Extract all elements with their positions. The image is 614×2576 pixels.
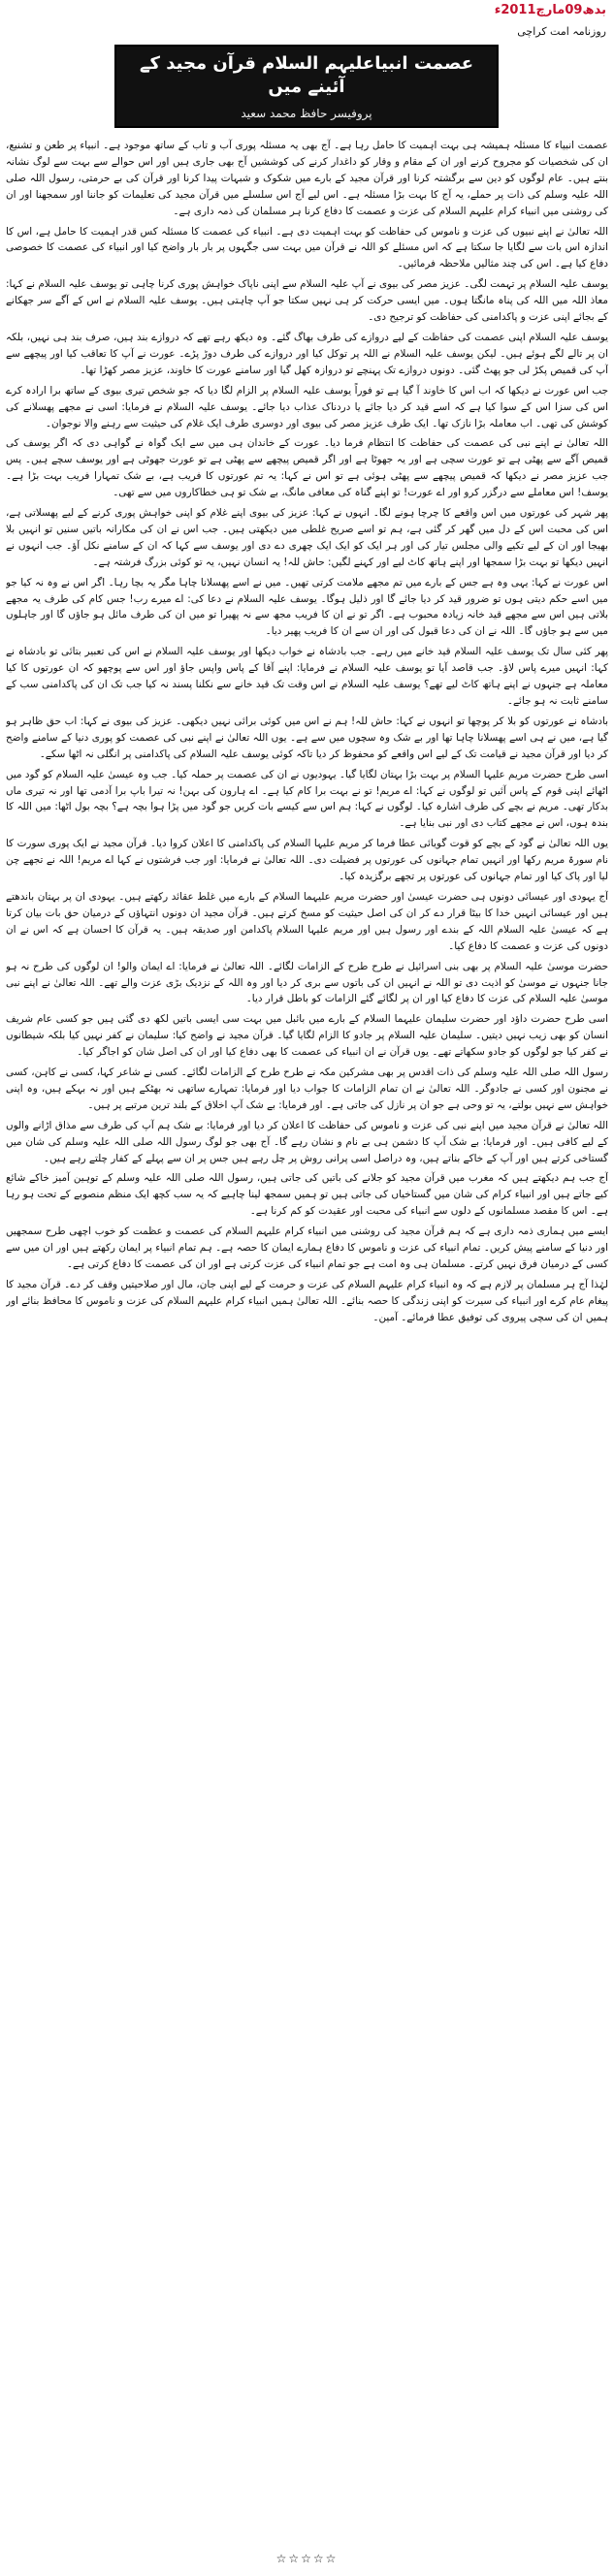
article-paragraph: اللہ تعالیٰ نے اپنے نبیوں کی عزت و ناموس کی حفاظت کو بہت اہمیت دی ہے۔ انبیاء کی عصمت کا مسئلہ کس قدر اہمیت کا حامل ہے، اس کا اندازہ اس بات سے لگایا جا سکتا ہے کہ اس مسئلے کو اللہ نے قرآن میں بہت سی جگہوں پر بار بار واضح کیا اور انبیاء کی عصمت کا خصوصی دفاع کیا ہے۔ اس کی چند مثالیں ملاحظہ فرمائیں۔ xyxy=(6,225,608,270)
article-paragraph: آج یہودی اور عیسائی دونوں ہی حضرت عیسیٰ اور حضرت مریم علیہما السلام کے بارے میں غلط عقائد رکھتے ہیں۔ یہودی ان پر بہتان باندھتے ہیں اور عیسائی انہیں خدا کا بیٹا قرار دے کر ان کی اصل حیثیت کو مسخ کرتے ہیں۔ قرآن مجید ان دونوں انتہاؤں کے درمیان حق بات بیان کرتا ہے کہ عیسیٰ علیہ السلام اللہ کے بندے اور رسول ہیں اور مریم علیہا السلام پاکدامن اور صدیقہ ہیں۔ یہ قرآن کا احسان ہے کہ اس نے ان دونوں کی عزت و عصمت کا دفاع کیا۔ xyxy=(6,890,608,952)
article-paragraph: عصمت انبیاء کا مسئلہ ہمیشہ ہی بہت اہمیت کا حامل رہا ہے۔ آج بھی یہ مسئلہ پوری آب و تاب کے ساتھ موجود ہے۔ انبیاء پر طعن و تشنیع، ان کی شخصیات کو مجروح کرنے اور ان کے مقام و وقار کو داغدار کرنے کی کوششیں آج بھی جاری ہیں اور اس حوالے سے بہت سے لوگ نشانہ بنتے ہیں۔ عام لوگوں کو دین سے برگشتہ کرنا اور قرآن مجید کے بارے میں شکوک و شبہات پیدا کرنا اور قرآن کی بے حرمتی، رسول اللہ صلی اللہ علیہ وسلم کی ذات پر حملے، یہ آج کا بہت بڑا مسئلہ ہے۔ اس لیے آج اس سلسلے میں قرآن مجید کی تعلیمات کو جاننا اور سمجھنا اور ان کی روشنی میں انبیاء کرام علیہم السلام کی عزت و عصمت کا دفاع کرنا ہر مسلمان کی ذمہ داری ہے۔ xyxy=(6,140,608,217)
article-paragraph: اس عورت نے کہا: یہی وہ ہے جس کے بارے میں تم مجھے ملامت کرتی تھیں۔ میں نے اسے پھسلانا چاہا مگر یہ بچا رہا۔ اگر اس نے وہ نہ کیا جو میں اسے حکم دیتی ہوں تو ضرور قید کر دیا جائے گا اور ذلیل ہوگا۔ یوسف علیہ السلام نے دعا کی: اے میرے رب! جس کام کی طرف یہ مجھے بلاتی ہیں اس سے مجھے قید خانہ زیادہ محبوب ہے۔ اگر تو نے ان کا فریب مجھ سے نہ پھیرا تو میں ان کی طرف مائل ہو جاؤں گا اور جاہلوں میں سے ہو جاؤں گا۔ اللہ نے ان کی دعا قبول کی اور ان سے ان کا فریب پھیر دیا۔ xyxy=(6,576,608,638)
article-title: عصمت انبیاعلیہم السلام قرآن مجید کے آئینے میں xyxy=(139,53,474,97)
article-paragraph: ایسے میں ہماری ذمہ داری ہے کہ ہم قرآن مجید کی روشنی میں انبیاء کرام علیہم السلام کی عصمت و عظمت کو خوب اچھی طرح سمجھیں اور دنیا کے سامنے پیش کریں۔ تمام انبیاء کی عزت و ناموس کا دفاع ہمارے ایمان کا حصہ ہے۔ ہم تمام انبیاء پر ایمان رکھتے ہیں اور ان میں سے کسی کے درمیان فرق نہیں کرتے۔ مسلمان ہی وہ امت ہے جو تمام انبیاء کی عزت کرتی ہے اور ان کی عصمت کا دفاع کرتی ہے۔ xyxy=(6,1225,608,1270)
article-author: پروفیسر حافظ محمد سعید xyxy=(241,107,372,120)
article-paragraph: جب اس عورت نے دیکھا کہ اب اس کا خاوند آ گیا ہے تو فوراً یوسف علیہ السلام پر الزام لگا دیا کہ جو شخص تیری بیوی کے ساتھ برا ارادہ کرے اس کی سزا اس کے سوا کیا ہے کہ اسے قید کر دیا جائے یا دردناک عذاب دیا جائے۔ یوسف علیہ السلام نے فرمایا: اسی نے مجھے پھسلانے کی کوشش کی تھی۔ اب معاملہ بڑا نازک تھا۔ ایک طرف عزیز مصر کی بیوی اور دوسری طرف ایک غلام کی حیثیت سے رہنے والا نوجوان۔ xyxy=(6,384,608,429)
article-paragraph: یوسف علیہ السلام اپنی عصمت کی حفاظت کے لیے دروازے کی طرف بھاگ گئے۔ وہ دیکھ رہے تھے کہ دروازے بند ہیں، صرف بند ہی نہیں، بلکہ ان پر تالے لگے ہوئے ہیں۔ لیکن یوسف علیہ السلام نے اللہ پر توکل کیا اور دروازے کی طرف دوڑ پڑے۔ عورت نے آپ کا تعاقب کیا اور پیچھے سے آپ کی قمیص پکڑ لی جو پھٹ گئی۔ دونوں دروازے تک پہنچے تو دروازہ کھل گیا اور سامنے عورت کا خاوند، عزیز مصر کھڑا تھا۔ xyxy=(6,331,608,376)
article-paragraph: آج جب ہم دیکھتے ہیں کہ مغرب میں قرآن مجید کو جلانے کی باتیں کی جاتی ہیں، رسول اللہ صلی اللہ علیہ وسلم کے توہین آمیز خاکے شائع کیے جاتے ہیں اور انبیاء کرام کی شان میں گستاخیاں کی جاتی ہیں تو ہمیں سمجھ لینا چاہیے کہ یہ سب کچھ ایک منظم منصوبے کے تحت ہو رہا ہے۔ اس کا مقصد مسلمانوں کے دلوں سے انبیاء کی محبت اور عقیدت کو کم کرنا ہے۔ xyxy=(6,1172,608,1218)
article-paragraph: بادشاہ نے عورتوں کو بلا کر پوچھا تو انہوں نے کہا: حاش للہ! ہم نے اس میں کوئی برائی نہیں دیکھی۔ عزیز کی بیوی نے کہا: اب حق ظاہر ہو گیا ہے، میں نے ہی اسے پھسلانا چاہا تھا اور بے شک وہ سچوں میں سے ہے۔ یوں اللہ تعالیٰ نے اپنے نبی کی عصمت کو پوری دنیا کے سامنے واضح کر دیا اور قرآن مجید نے قیامت تک کے لیے اس واقعے کو محفوظ کر دیا تاکہ کوئی یوسف علیہ السلام کی پاکدامنی پر انگلی نہ اٹھا سکے۔ xyxy=(6,715,608,760)
article-paragraph: لہٰذا آج ہر مسلمان پر لازم ہے کہ وہ انبیاء کرام علیہم السلام کی عزت و حرمت کے لیے اپنی جان، مال اور صلاحیتیں وقف کر دے۔ قرآن مجید کا پیغام عام کرے اور انبیاء کی سیرت کو اپنی زندگی کا حصہ بنائے۔ اللہ تعالیٰ ہمیں انبیاء کرام علیہم السلام کی عزت و ناموس کا محافظ بنائے اور ہمیں ان کی سچی پیروی کی توفیق عطا فرمائے۔ آمین۔ xyxy=(6,1278,608,1323)
article-paragraph: پھر شہر کی عورتوں میں اس واقعے کا چرچا ہونے لگا۔ انہوں نے کہا: عزیز کی بیوی اپنے غلام کو اپنی خواہش پوری کرنے کے لیے پھسلاتی ہے، اس کی محبت اس کے دل میں گھر کر گئی ہے، ہم تو اسے صریح غلطی میں دیکھتی ہیں۔ جب اس نے ان کی مکارانہ باتیں سنیں تو انہیں بلا بھیجا اور ان کے لیے تکیے والی مجلس تیار کی اور ہر ایک کو ایک ایک چھری دے دی اور یوسف سے کہا کہ ان کے سامنے نکل آؤ۔ جب انہوں نے انہیں دیکھا تو بہت بڑا سمجھا اور اپنے ہاتھ کاٹ لیے اور کہنے لگیں: حاش للہ! یہ انسان نہیں، یہ تو کوئی بزرگ فرشتہ ہے۔ xyxy=(6,507,608,568)
article-paragraph: اسی طرح حضرت مریم علیہا السلام پر بہت بڑا بہتان لگایا گیا۔ یہودیوں نے ان کی عصمت پر حملہ کیا۔ جب وہ عیسیٰ علیہ السلام کو گود میں اٹھائے اپنی قوم کے پاس آئیں تو لوگوں نے کہا: اے مریم! تو نے بہت برا کام کیا ہے۔ اے ہارون کی بہن! نہ تیرا باپ برا آدمی تھا اور نہ تیری ماں بدکار تھی۔ مریم نے بچے کی طرف اشارہ کیا۔ لوگوں نے کہا: ہم اس سے کیسے بات کریں جو گود میں پڑا ہوا بچہ ہے؟ بچہ بول اٹھا: میں اللہ کا بندہ ہوں، اس نے مجھے کتاب دی اور نبی بنایا ہے۔ xyxy=(6,768,608,830)
end-of-article-stars: ☆☆☆☆☆ xyxy=(275,2552,339,2565)
newspaper-source: روزنامہ امت کراچی xyxy=(517,25,606,38)
article-paragraph: حضرت موسیٰ علیہ السلام پر بھی بنی اسرائیل نے طرح طرح کے الزامات لگائے۔ اللہ تعالیٰ نے فرمایا: اے ایمان والو! ان لوگوں کی طرح نہ ہو جانا جنہوں نے موسیٰ کو اذیت دی تو اللہ نے انہیں ان کی باتوں سے بری کر دیا اور وہ اللہ کے نزدیک بڑی عزت والے تھے۔ اللہ تعالیٰ نے اپنے نبی موسیٰ علیہ السلام کی عزت کا دفاع کیا اور ان پر لگائے گئے الزامات کو باطل قرار دیا۔ xyxy=(6,960,608,1005)
article-paragraph: اسی طرح حضرت داؤد اور حضرت سلیمان علیہما السلام کے بارے میں بائبل میں بہت سی ایسی باتیں لکھ دی گئی ہیں جو کسی عام شریف انسان کو بھی زیب نہیں دیتیں۔ سلیمان علیہ السلام پر جادو کا الزام لگایا گیا۔ قرآن مجید نے واضح کیا: سلیمان نے کفر نہیں کیا بلکہ شیطانوں نے کفر کیا جو لوگوں کو جادو سکھاتے تھے۔ یوں قرآن نے ان انبیاء کی عصمت کا بھی دفاع کیا اور ان کی اصل شان کو اجاگر کیا۔ xyxy=(6,1013,608,1059)
article-paragraph: یوں اللہ تعالیٰ نے گود کے بچے کو قوت گویائی عطا فرما کر مریم علیہا السلام کی پاکدامنی کا اعلان کروا دیا۔ قرآن مجید نے ایک پوری سورت کا نام سورۃ مریم رکھا اور انہیں تمام جہانوں کی عورتوں پر فضیلت دی۔ اللہ تعالیٰ نے فرمایا: اور جب فرشتوں نے کہا اے مریم! اللہ نے تجھے چن لیا اور پاک کیا اور تمام جہانوں کی عورتوں پر تجھے برگزیدہ کیا۔ xyxy=(6,838,608,883)
article-paragraph: یوسف علیہ السلام پر تہمت لگی۔ عزیز مصر کی بیوی نے آپ علیہ السلام سے اپنی ناپاک خواہش پوری کرنا چاہی تو یوسف علیہ السلام نے کہا: معاذ اللہ میں اللہ کی پناہ مانگتا ہوں۔ میں ایسی حرکت کر ہی نہیں سکتا جو آپ چاہتی ہیں۔ یوسف علیہ السلام نے اس کے آگے سر جھکانے کے بجائے اپنی عزت و پاکدامنی کی حفاظت کو ترجیح دی۔ xyxy=(6,278,608,324)
title-banner xyxy=(114,45,499,128)
article-body xyxy=(6,138,608,2542)
dateline: بدھ09مارچ2011ء xyxy=(494,3,606,17)
article-paragraph: پھر کئی سال تک یوسف علیہ السلام قید خانے میں رہے۔ جب بادشاہ نے خواب دیکھا اور یوسف علیہ السلام نے اس کی تعبیر بتائی تو بادشاہ نے کہا: انہیں میرے پاس لاؤ۔ جب قاصد آیا تو یوسف علیہ السلام نے فرمایا: اپنے آقا کے پاس واپس جاؤ اور اس سے پوچھو کہ ان عورتوں کا کیا معاملہ ہے جنہوں نے اپنے ہاتھ کاٹ لیے تھے؟ یوسف علیہ السلام نے اس وقت تک قید خانے سے نکلنا پسند نہ کیا جب تک ان کی پاکدامنی سب کے سامنے ثابت نہ ہو جائے۔ xyxy=(6,646,608,707)
article-paragraph: اللہ تعالیٰ نے قرآن مجید میں اپنے نبی کی عزت و ناموس کی حفاظت کا اعلان کر دیا اور فرمایا: بے شک ہم آپ کی طرف سے مذاق اڑانے والوں کے لیے کافی ہیں۔ اور فرمایا: بے شک آپ کا دشمن ہی بے نام و نشان رہے گا۔ آج بھی جو لوگ رسول اللہ صلی اللہ علیہ وسلم کی شان میں گستاخی کرتے ہیں اور آپ کے خاکے بناتے ہیں، وہ دراصل اسی پرانی روش پر چل رہے ہیں جس پر ان سے پہلے کے کفار چلتے رہے ہیں۔ xyxy=(6,1119,608,1164)
article-paragraph: رسول اللہ صلی اللہ علیہ وسلم کی ذات اقدس پر بھی مشرکین مکہ نے طرح طرح کے الزامات لگائے۔ کسی نے شاعر کہا، کسی نے کاہن، کسی نے مجنون اور کسی نے جادوگر۔ اللہ تعالیٰ نے ان تمام الزامات کا جواب دیا اور فرمایا: تمہارے ساتھی نہ بھٹکے ہیں اور نہ بہکے ہیں، وہ اپنی خواہش سے نہیں بولتے، یہ تو وحی ہے جو ان پر نازل کی جاتی ہے۔ اور فرمایا: بے شک آپ اخلاق کے بلند ترین مرتبے پر ہیں۔ xyxy=(6,1066,608,1111)
article-paragraph: اللہ تعالیٰ نے اپنے نبی کی عصمت کی حفاظت کا انتظام فرما دیا۔ عورت کے خاندان ہی میں سے ایک گواہ نے گواہی دی کہ اگر یوسف کی قمیص آگے سے پھٹی ہے تو عورت سچی ہے اور یہ جھوٹا ہے اور اگر قمیص پیچھے سے پھٹی ہے تو عورت جھوٹی ہے اور یوسف سچے ہیں۔ پس جب عزیز مصر نے دیکھا کہ قمیص پیچھے سے پھٹی ہوئی ہے تو اس نے کہا: یہ تم عورتوں کا فریب ہے، بے شک تمہارا فریب بہت بڑا ہے۔ یوسف! اس معاملے سے درگزر کرو اور اے عورت! تو اپنے گناہ کی معافی مانگ، بے شک تو ہی خطاکاروں میں سے تھی۔ xyxy=(6,437,608,499)
